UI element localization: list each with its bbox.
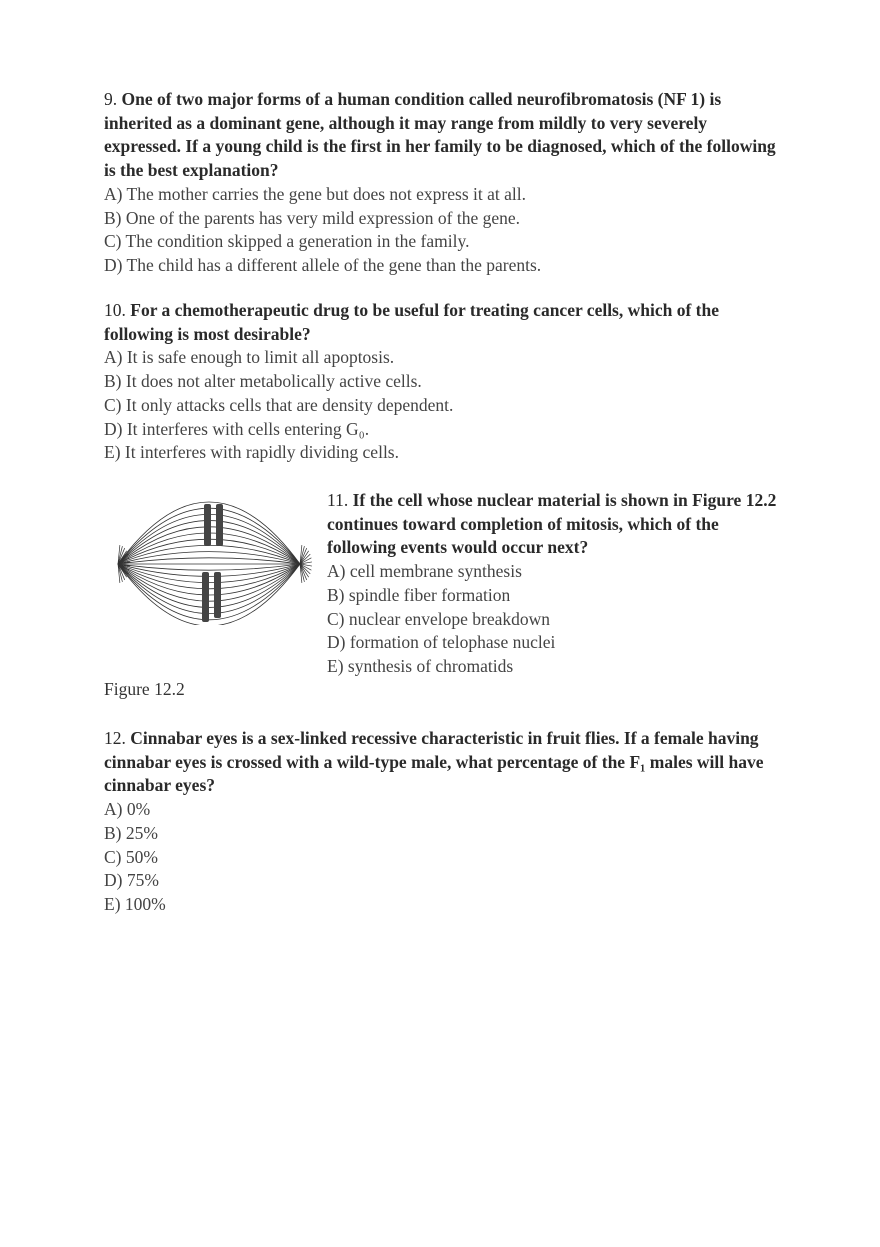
question-number: 9.: [104, 89, 118, 109]
option-c: C) nuclear envelope breakdown: [327, 608, 551, 629]
option-a: A) 0%: [104, 799, 151, 820]
question-text: If the cell whose nuclear material is shown in Figure 12.2 continues toward completion of mitosis, which of the following events would occur next?: [327, 490, 777, 558]
question-stem: [327, 490, 776, 557]
option-c: C) 50%: [104, 846, 158, 867]
option-b: B) spindle fiber formation: [327, 584, 511, 605]
option-b: B) One of the parents has very mild expression of the gene.: [104, 207, 520, 228]
question-11: [327, 489, 777, 679]
question-number: 11.: [327, 490, 349, 510]
option-c: C) It only attacks cells that are density dependent.: [104, 394, 454, 415]
option-a: A) It is safe enough to limit all apoptosis.: [104, 347, 395, 368]
option-e: E) 100%: [104, 893, 166, 914]
question-12: [104, 727, 784, 917]
question-stem: [104, 728, 764, 795]
option-c: C) The condition skipped a generation in the family.: [104, 231, 470, 252]
question-text: For a chemotherapeutic drug to be useful for treating cancer cells, which of the following is most desirable?: [104, 300, 720, 344]
question-number: 12.: [104, 728, 126, 748]
question-text: Cinnabar eyes is a sex-linked recessive characteristic in fruit flies. If a female having cinnabar eyes is crossed with a wild-type male, what percentage of the F₁ males will have cinnabar eyes?: [104, 728, 764, 796]
figure-caption: Figure 12.2: [104, 679, 185, 699]
question-stem: [104, 89, 776, 180]
option-d: D) It interferes with cells entering G₀.: [104, 418, 370, 439]
chromosome: [216, 504, 223, 546]
question-10: [104, 299, 784, 465]
option-d: D) The child has a different allele of the gene than the parents.: [104, 254, 542, 275]
option-a: A) The mother carries the gene but does not express it at all.: [104, 183, 526, 204]
option-d: D) 75%: [104, 870, 159, 891]
mitosis-spindle-figure: [104, 500, 316, 625]
chromosome: [214, 572, 221, 618]
spindle-fiber: [118, 564, 300, 570]
chromosome: [204, 504, 211, 546]
option-b: B) It does not alter metabolically active cells.: [104, 371, 422, 392]
question-text: One of two major forms of a human condition called neurofibromatosis (NF 1) is inherited as a dominant gene, although it may range from mildly to very severely expressed. If a young child is the first in her family to be diagnosed, which of the following is the best explanation?: [104, 89, 776, 181]
spindle-fiber: [118, 558, 300, 564]
question-9: [104, 88, 784, 278]
option-e: E) It interferes with rapidly dividing cells.: [104, 442, 399, 463]
question-stem: [104, 300, 719, 344]
question-number: 10.: [104, 300, 126, 320]
chromosome: [202, 572, 209, 622]
option-d: D) formation of telophase nuclei: [327, 632, 556, 653]
option-e: E) synthesis of chromatids: [327, 655, 514, 676]
option-b: B) 25%: [104, 822, 158, 843]
option-a: A) cell membrane synthesis: [327, 561, 522, 582]
